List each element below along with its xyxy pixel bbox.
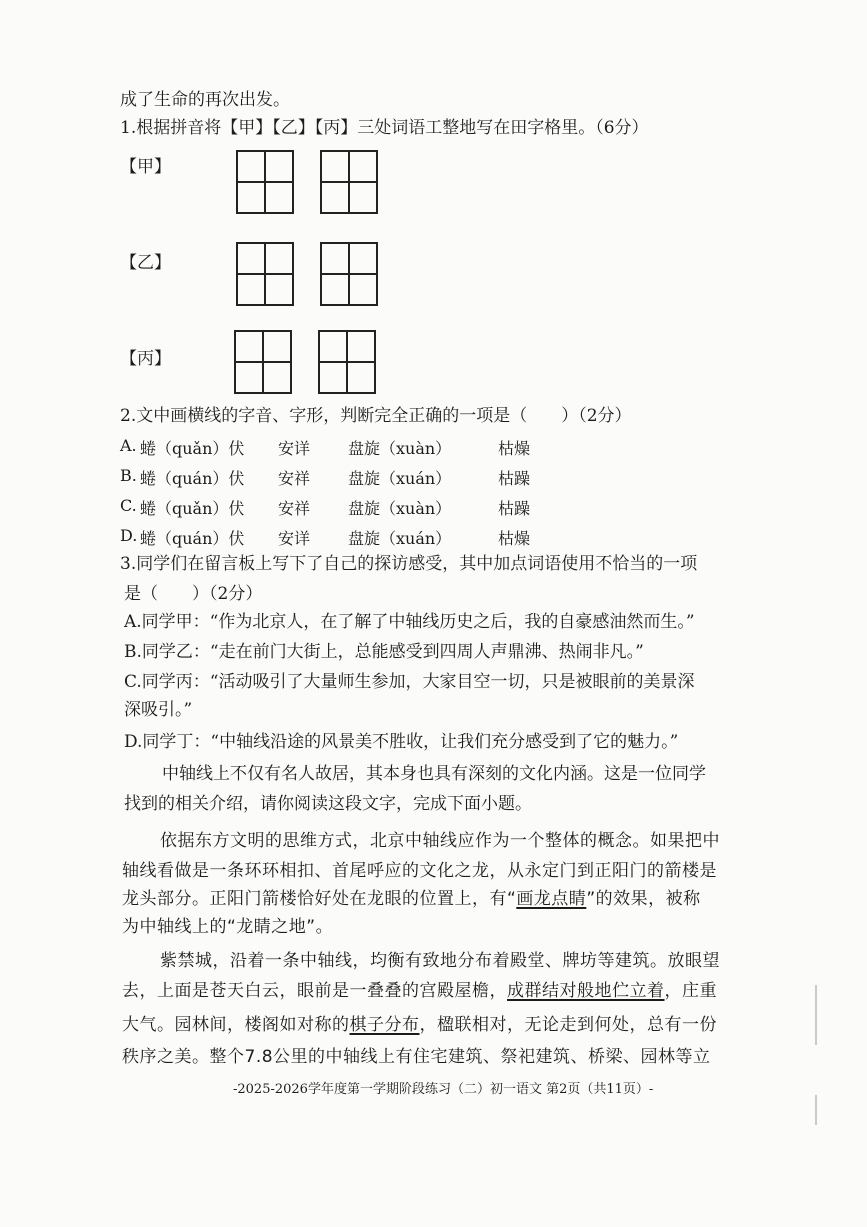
q3-option-d: D.同学丁：“中轴线沿途的风景美不胜收，让我们充分感受到了它的魅力。” — [124, 732, 679, 752]
underlined-phrase: 成群结对般地伫立着 — [507, 981, 665, 1001]
q3-stem-line2: 是（ ）（2分） — [124, 584, 263, 604]
q1-label-yi: 【乙】 — [120, 253, 171, 273]
tianzige-box[interactable] — [236, 150, 294, 214]
q2-stem: 2.文中画横线的字音、字形，判断完全正确的一项是（ ）（2分） — [120, 406, 632, 426]
passage-p1-line3: 龙头部分。正阳门箭楼恰好处在龙眼的位置上，有“画龙点睛”的效果，被称 — [122, 889, 701, 909]
q3-option-c-line2: 深吸引。” — [124, 700, 193, 720]
passage-p1-line1: 依据东方文明的思维方式，北京中轴线应作为一个整体的概念。如果把中 — [160, 831, 720, 851]
passage-p2-line2: 去，上面是苍天白云，眼前是一叠叠的宫殿屋檐，成群结对般地伫立着，庄重 — [122, 981, 717, 1001]
q1-grid-row-jia — [236, 150, 378, 214]
q1-grid-row-bing — [234, 330, 376, 394]
tianzige-box[interactable] — [318, 330, 376, 394]
q3-stem-line1: 3.同学们在留言板上写下了自己的探访感受，其中加点词语使用不恰当的一项 — [120, 554, 698, 574]
q1-label-bing: 【丙】 — [120, 349, 171, 369]
tianzige-box[interactable] — [320, 242, 378, 306]
underlined-phrase: 棋子分布 — [349, 1015, 420, 1035]
q1-label-jia: 【甲】 — [120, 157, 171, 177]
q1-stem: 1.根据拼音将【甲】【乙】【丙】三处词语工整地写在田字格里。（6分） — [120, 118, 649, 138]
page-footer: -2025-2026学年度第一学期阶段练习（二）初一语文 第2页（共11页）- — [233, 1082, 654, 1097]
passage-p1-line2: 轴线看做是一条环环相扣、首尾呼应的文化之龙，从永定门到正阳门的箭楼是 — [122, 861, 717, 881]
passage-p2-line1: 紫禁城，沿着一条中轴线，均衡有致地分布着殿堂、牌坊等建筑。放眼望 — [160, 951, 720, 971]
q3-option-c-line1: C.同学丙：“活动吸引了大量师生参加，大家目空一切，只是被眼前的美景深 — [124, 672, 695, 692]
q3-option-a: A.同学甲：“作为北京人，在了解了中轴线历史之后，我的自豪感油然而生。” — [124, 612, 695, 632]
top-line: 成了生命的再次出发。 — [120, 90, 290, 110]
scan-artifact — [815, 985, 817, 1045]
scan-artifact — [815, 1095, 817, 1125]
tianzige-box[interactable] — [320, 150, 378, 214]
intro-line2: 找到的相关介绍，请你阅读这段文字，完成下面小题。 — [124, 794, 532, 814]
tianzige-box[interactable] — [234, 330, 292, 394]
q3-option-b: B.同学乙：“走在前门大街上，总能感受到四周人声鼎沸、热闹非凡。” — [124, 642, 644, 662]
passage-p2-line4: 秩序之美。整个7.8公里的中轴线上有住宅建筑、祭祀建筑、桥梁、园林等立 — [122, 1047, 711, 1067]
passage-p2-line3: 大气。园林间，楼阁如对称的棋子分布，楹联相对，无论走到何处，总有一份 — [122, 1015, 717, 1035]
tianzige-box[interactable] — [236, 242, 294, 306]
underlined-phrase: 画龙点睛 — [516, 889, 587, 909]
passage-p1-line4: 为中轴线上的“龙睛之地”。 — [122, 917, 334, 937]
intro-line1: 中轴线上不仅有名人故居，其本身也具有深刻的文化内涵。这是一位同学 — [162, 764, 706, 784]
q1-grid-row-yi — [236, 242, 378, 306]
